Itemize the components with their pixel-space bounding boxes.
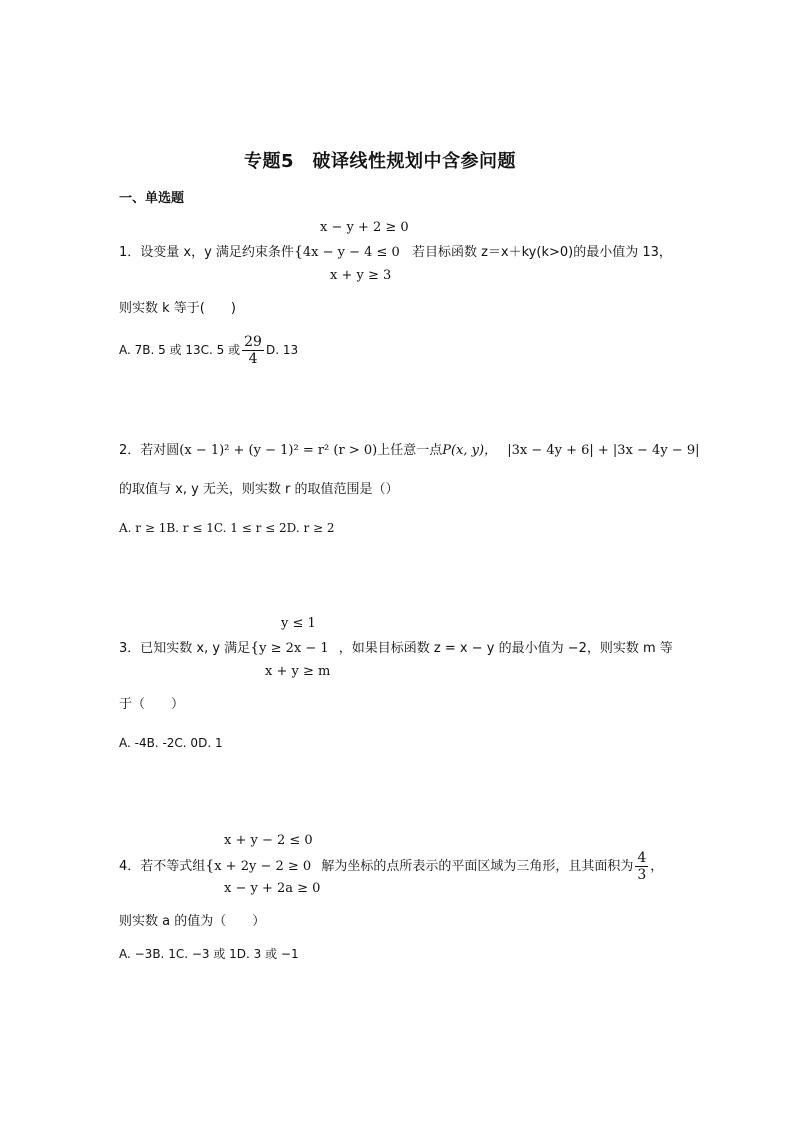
q3-constraint-2: y ≥ 2x − 1 bbox=[259, 641, 329, 656]
q2-circle-equation: (x − 1)² + (y − 1)² = r² (r > 0) bbox=[179, 443, 378, 458]
q1-option-c-fraction bbox=[242, 334, 264, 367]
q1-constraint-2: 4x − y − 4 ≤ 0 bbox=[302, 245, 400, 260]
fraction-denominator: 3 bbox=[637, 867, 647, 883]
q3-post-text: ，如果目标函数 z = x − y 的最小值为 −2，则实数 m 等 bbox=[338, 641, 673, 656]
q3-constraint-1: y ≤ 1 bbox=[281, 616, 316, 631]
q4-option-a[interactable]: A. −3 bbox=[119, 947, 153, 961]
q3-pre-text: 3．已知实数 x, y 满足 bbox=[119, 641, 251, 656]
q2-pre-text: 2．若对圆 bbox=[119, 443, 180, 458]
q2-stem bbox=[119, 443, 699, 459]
q3-options bbox=[119, 735, 223, 751]
q3-constraint-3: x + y ≥ m bbox=[265, 664, 331, 679]
q1-option-c[interactable]: C. 5 或 bbox=[200, 343, 241, 357]
left-brace: { bbox=[250, 640, 260, 656]
q2-line2: 的取值与 x, y 无关，则实数 r 的取值范围是（） bbox=[119, 482, 399, 497]
q4-option-d[interactable]: D. 3 或 −1 bbox=[236, 947, 299, 961]
fraction-numerator: 4 bbox=[637, 850, 647, 866]
fraction-denominator: 4 bbox=[248, 351, 258, 367]
q1-option-b[interactable]: B. 5 或 13 bbox=[142, 343, 201, 357]
q4-line2: 则实数 a 的值为（ ） bbox=[119, 914, 266, 929]
q2-option-d[interactable]: D. r ≥ 2 bbox=[286, 521, 335, 535]
q2-mid-text: 上任意一点 bbox=[377, 443, 443, 458]
page-title: 专题5 破译线性规划中含参问题 bbox=[244, 151, 517, 172]
q3-option-d[interactable]: D. 1 bbox=[198, 736, 223, 750]
q4-options bbox=[119, 946, 299, 962]
q3-option-b[interactable]: B. -2 bbox=[146, 736, 175, 750]
q4-post-text: 解为坐标的点所表示的平面区域为三角形，且其面积为 bbox=[321, 859, 634, 874]
q4-option-c[interactable]: C. −3 或 1 bbox=[175, 947, 237, 961]
q1-pre-text: 1．设变量 x，y 满足约束条件 bbox=[119, 245, 294, 260]
left-brace: { bbox=[293, 244, 303, 260]
q1-line2: 则实数 k 等于( ) bbox=[119, 301, 236, 316]
q2-options bbox=[119, 520, 335, 536]
q4-tail: ， bbox=[650, 859, 664, 874]
q4-constraint-3: x − y + 2a ≥ 0 bbox=[224, 881, 321, 896]
q1-options bbox=[119, 334, 298, 367]
q4-pre-text: 4．若不等式组 bbox=[119, 859, 206, 874]
q2-option-c[interactable]: C. 1 ≤ r ≤ 2 bbox=[213, 521, 287, 535]
q4-area-fraction bbox=[635, 850, 648, 883]
q4-constraint-2: x + 2y − 2 ≥ 0 bbox=[214, 859, 312, 874]
q1-option-d[interactable]: D. 13 bbox=[265, 343, 299, 357]
q3-line2: 于（ ） bbox=[119, 697, 185, 712]
fraction-numerator: 29 bbox=[244, 334, 262, 350]
q3-option-a[interactable]: A. -4 bbox=[119, 736, 147, 750]
left-brace: { bbox=[205, 858, 215, 874]
q4-option-b[interactable]: B. 1 bbox=[152, 947, 176, 961]
q3-option-c[interactable]: C. 0 bbox=[174, 736, 199, 750]
q1-constraint-1: x − y + 2 ≥ 0 bbox=[320, 220, 409, 235]
q1-stem bbox=[119, 244, 672, 261]
q1-post-text: 若目标函数 z＝x＋ky(k>0)的最小值为 13， bbox=[411, 245, 672, 260]
q4-stem bbox=[119, 850, 663, 883]
q1-option-a[interactable]: A. 7 bbox=[119, 343, 143, 357]
q4-constraint-1: x + y − 2 ≤ 0 bbox=[224, 833, 313, 848]
q2-option-a[interactable]: A. r ≥ 1 bbox=[119, 521, 167, 535]
q2-point: P(x, y)， bbox=[442, 443, 498, 458]
q2-option-b[interactable]: B. r ≤ 1 bbox=[166, 521, 214, 535]
q3-stem bbox=[119, 640, 673, 657]
section-heading: 一、单选题 bbox=[119, 191, 185, 206]
q2-expression: |3x − 4y + 6| + |3x − 4y − 9| bbox=[507, 443, 700, 458]
q1-constraint-3: x + y ≥ 3 bbox=[330, 268, 392, 283]
